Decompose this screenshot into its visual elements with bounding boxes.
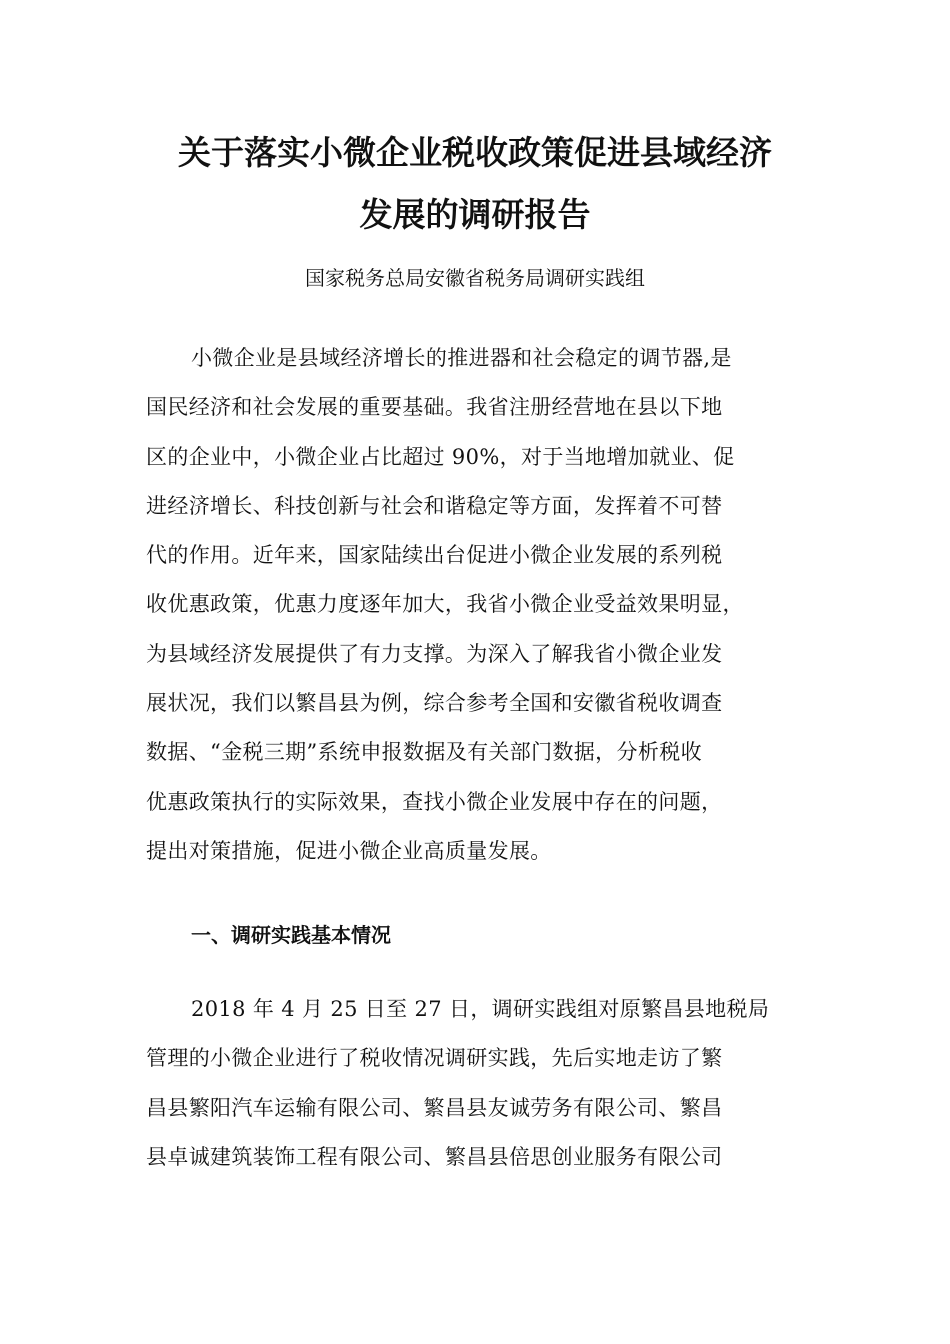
intro-paragraph [146,334,826,876]
document-title [120,122,830,246]
paragraph-line: 收优惠政策，优惠力度逐年加大，我省小微企业受益效果明显， [146,592,744,617]
survey-paragraph [146,985,826,1182]
paragraph-line: 提出对策措施，促进小微企业高质量发展。 [146,838,552,863]
paragraph-line: 优惠政策执行的实际效果，查找小微企业发展中存在的问题， [146,789,723,814]
paragraph-line: 数据、“金税三期”系统申报数据及有关部门数据，分析税收 [146,740,702,765]
paragraph-line: 国民经济和社会发展的重要基础。我省注册经营地在县以下地 [146,395,723,420]
paragraph-line: 管理的小微企业进行了税收情况调研实践，先后实地走访了繁 [146,1046,723,1071]
title-line-1: 关于落实小微企业税收政策促进县域经济 [178,133,772,172]
title-line-2: 发展的调研报告 [359,195,591,234]
paragraph-line: 昌县繁阳汽车运输有限公司、繁昌县友诚劳务有限公司、繁昌 [146,1095,723,1120]
paragraph-line: 2018 年 4 月 25 日至 27 日，调研实践组对原繁昌县地税局 [191,997,770,1021]
paragraph-line: 代的作用。近年来，国家陆续出台促进小微企业发展的系列税 [146,543,723,568]
paragraph-line: 县卓诚建筑装饰工程有限公司、繁昌县倍思创业服务有限公司 [146,1144,723,1169]
paragraph-line: 区的企业中，小微企业占比超过 90%，对于当地增加就业、促 [146,444,735,469]
paragraph-line: 小微企业是县域经济增长的推进器和社会稳定的调节器,是 [191,346,732,370]
paragraph-line: 为县域经济发展提供了有力支撑。为深入了解我省小微企业发 [146,641,723,666]
paragraph-line: 展状况，我们以繁昌县为例，综合参考全国和安徽省税收调查 [146,691,723,716]
paragraph-line: 进经济增长、科技创新与社会和谐稳定等方面，发挥着不可替 [146,493,723,518]
section-heading: 一、调研实践基本情况 [191,923,391,947]
author-line: 国家税务总局安徽省税务局调研实践组 [305,266,645,290]
